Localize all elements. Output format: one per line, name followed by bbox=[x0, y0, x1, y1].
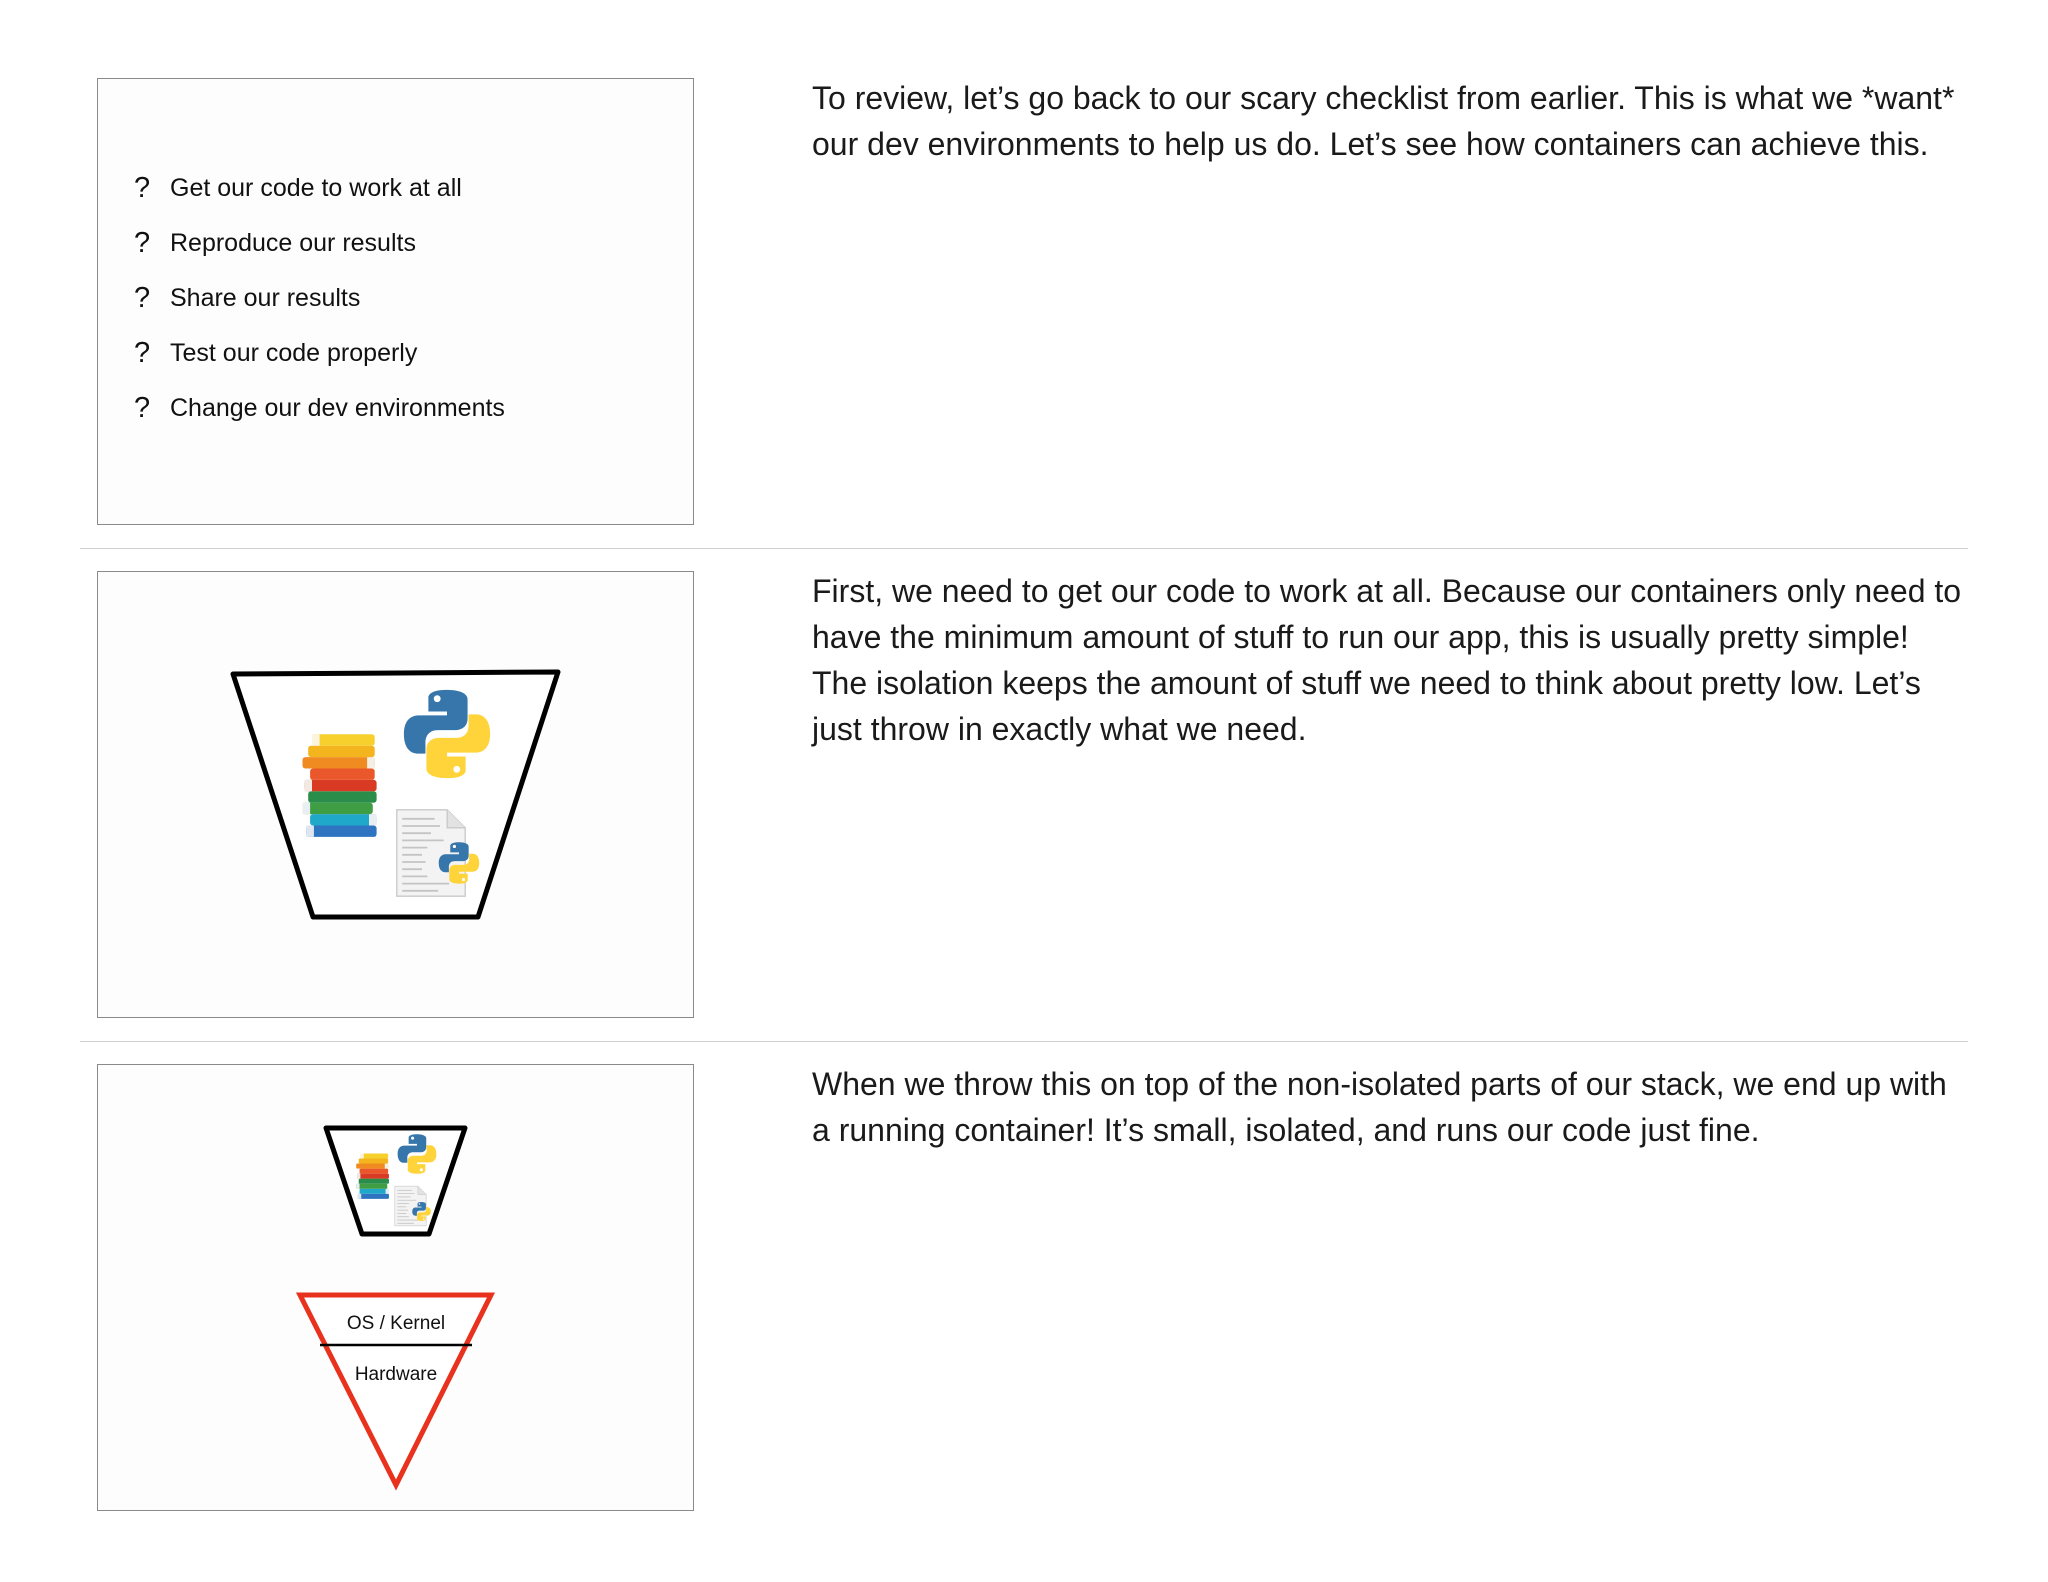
books-stack-icon bbox=[356, 1153, 389, 1198]
checklist-item bbox=[134, 326, 505, 381]
note-row-3 bbox=[0, 986, 2048, 1479]
note-row-2 bbox=[0, 493, 2048, 986]
checklist-item-label: Share our results bbox=[170, 284, 361, 312]
container-stack-illustration bbox=[98, 1065, 694, 1511]
checklist-item-label: Test our code properly bbox=[170, 339, 418, 367]
speaker-notes-3: When we throw this on top of the non-isolated parts of our stack, we end up with a running container! It’s small, isolated, and runs our code just fine. bbox=[812, 1066, 1947, 1148]
speaker-notes-1: To review, let’s go back to our scary checklist from earlier. This is what we *want* our dev environments to help us do. Let’s see how containers can achieve this. bbox=[812, 80, 1955, 162]
container-bucket-icon bbox=[233, 672, 558, 917]
stack-layer-label: OS / Kernel bbox=[346, 1313, 446, 1334]
checklist bbox=[134, 161, 505, 436]
speaker-notes-2: First, we need to get our code to work at all. Because our containers only need to have the minimum amount of stuff to run our app, this is usually pretty simple! The isolation keeps the amount of stuff we need to think about pretty low. Let’s just throw in exactly what we need. bbox=[812, 573, 1962, 747]
question-mark-icon: ? bbox=[134, 172, 151, 204]
checklist-item bbox=[134, 161, 505, 216]
checklist-item bbox=[134, 381, 505, 436]
books-stack-icon bbox=[303, 734, 377, 837]
container-illustration bbox=[98, 572, 694, 1018]
question-mark-icon: ? bbox=[134, 282, 151, 314]
question-mark-icon: ? bbox=[134, 337, 151, 369]
slide-thumbnail-3[interactable] bbox=[97, 1064, 694, 1511]
stack-layer-label: Hardware bbox=[354, 1364, 438, 1385]
slide-thumbnail-2[interactable] bbox=[97, 571, 694, 1018]
checklist-item-label: Reproduce our results bbox=[170, 229, 416, 257]
note-row-1 bbox=[0, 0, 2048, 493]
slide-thumbnail-1[interactable] bbox=[97, 78, 694, 525]
checklist-item-label: Change our dev environments bbox=[170, 394, 505, 422]
question-mark-icon: ? bbox=[134, 392, 151, 424]
question-mark-icon: ? bbox=[134, 227, 151, 259]
checklist-item bbox=[134, 271, 505, 326]
checklist-item-label: Get our code to work at all bbox=[170, 174, 462, 202]
checklist-item bbox=[134, 216, 505, 271]
